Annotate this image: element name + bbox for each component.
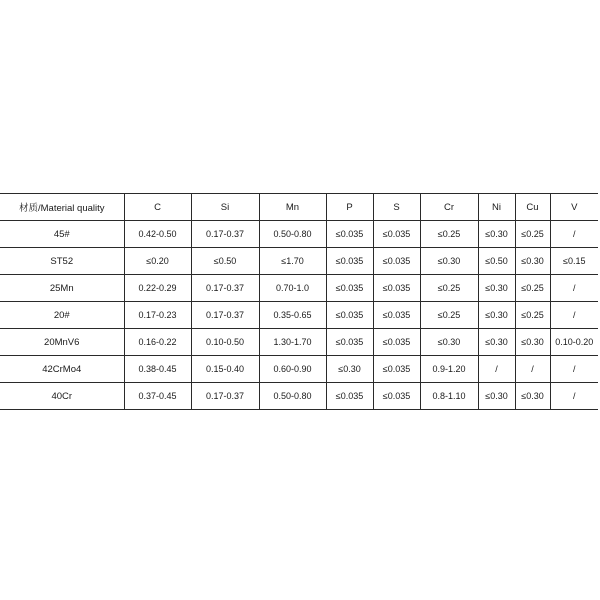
table-cell: ≤0.30 xyxy=(478,302,515,329)
table-cell: 1.30-1.70 xyxy=(259,329,326,356)
material-name-cell: 40Cr xyxy=(0,383,124,410)
table-cell: ≤0.035 xyxy=(373,221,420,248)
table-cell: 0.17-0.37 xyxy=(191,302,259,329)
table-cell: ≤0.25 xyxy=(420,275,478,302)
table-cell: ≤0.30 xyxy=(478,329,515,356)
table-cell: ≤0.035 xyxy=(373,302,420,329)
table-cell: ≤0.30 xyxy=(515,383,550,410)
table-cell: / xyxy=(550,356,598,383)
header-cu: Cu xyxy=(515,194,550,221)
table-cell: / xyxy=(550,302,598,329)
table-cell: ≤0.035 xyxy=(373,248,420,275)
material-name-cell: ST52 xyxy=(0,248,124,275)
table-cell: ≤0.035 xyxy=(373,275,420,302)
table-cell: ≤0.035 xyxy=(326,275,373,302)
table-cell: ≤1.70 xyxy=(259,248,326,275)
header-material-quality: 材质/Material quality xyxy=(0,194,124,221)
table-cell: 0.60-0.90 xyxy=(259,356,326,383)
table-cell: ≤0.035 xyxy=(326,248,373,275)
table-cell: ≤0.30 xyxy=(478,221,515,248)
table-cell: ≤0.50 xyxy=(191,248,259,275)
table-cell: ≤0.25 xyxy=(515,302,550,329)
table-cell: ≤0.50 xyxy=(478,248,515,275)
material-name-cell: 45# xyxy=(0,221,124,248)
table-cell: 0.35-0.65 xyxy=(259,302,326,329)
table-cell: 0.37-0.45 xyxy=(124,383,191,410)
table-cell: 0.15-0.40 xyxy=(191,356,259,383)
table-cell: 0.10-0.20 xyxy=(550,329,598,356)
table-cell: / xyxy=(478,356,515,383)
material-composition-table-wrapper xyxy=(0,193,598,410)
table-cell: / xyxy=(550,383,598,410)
table-cell: 0.70-1.0 xyxy=(259,275,326,302)
header-c: C xyxy=(124,194,191,221)
table-cell: ≤0.30 xyxy=(478,275,515,302)
table-cell: ≤0.035 xyxy=(373,356,420,383)
table-header-row xyxy=(0,194,598,221)
table-cell: 0.17-0.37 xyxy=(191,383,259,410)
table-row xyxy=(0,356,598,383)
table-cell: 0.17-0.23 xyxy=(124,302,191,329)
table-cell: / xyxy=(550,221,598,248)
table-cell: ≤0.30 xyxy=(515,329,550,356)
header-ni: Ni xyxy=(478,194,515,221)
table-cell: 0.50-0.80 xyxy=(259,221,326,248)
table-cell: ≤0.25 xyxy=(420,221,478,248)
table-cell: 0.50-0.80 xyxy=(259,383,326,410)
table-row xyxy=(0,329,598,356)
table-row xyxy=(0,275,598,302)
material-name-cell: 20MnV6 xyxy=(0,329,124,356)
table-row xyxy=(0,383,598,410)
header-p: P xyxy=(326,194,373,221)
table-cell: ≤0.15 xyxy=(550,248,598,275)
table-cell: 0.17-0.37 xyxy=(191,275,259,302)
material-name-cell: 42CrMo4 xyxy=(0,356,124,383)
table-cell: ≤0.25 xyxy=(515,221,550,248)
table-cell: ≤0.30 xyxy=(420,248,478,275)
header-si: Si xyxy=(191,194,259,221)
table-cell: ≤0.035 xyxy=(373,329,420,356)
table-cell: ≤0.20 xyxy=(124,248,191,275)
material-composition-table xyxy=(0,193,598,410)
table-cell: 0.38-0.45 xyxy=(124,356,191,383)
table-cell: ≤0.25 xyxy=(420,302,478,329)
table-row xyxy=(0,248,598,275)
table-cell: / xyxy=(515,356,550,383)
table-cell: 0.22-0.29 xyxy=(124,275,191,302)
header-cr: Cr xyxy=(420,194,478,221)
header-v: V xyxy=(550,194,598,221)
table-row xyxy=(0,221,598,248)
table-cell: ≤0.30 xyxy=(515,248,550,275)
table-cell: 0.9-1.20 xyxy=(420,356,478,383)
table-cell: ≤0.035 xyxy=(326,329,373,356)
table-cell: ≤0.30 xyxy=(420,329,478,356)
material-name-cell: 20# xyxy=(0,302,124,329)
table-row xyxy=(0,302,598,329)
header-s: S xyxy=(373,194,420,221)
table-cell: ≤0.035 xyxy=(326,383,373,410)
table-cell: ≤0.035 xyxy=(373,383,420,410)
table-cell: ≤0.30 xyxy=(326,356,373,383)
table-cell: 0.8-1.10 xyxy=(420,383,478,410)
header-mn: Mn xyxy=(259,194,326,221)
table-cell: ≤0.035 xyxy=(326,221,373,248)
table-cell: 0.10-0.50 xyxy=(191,329,259,356)
table-cell: ≤0.035 xyxy=(326,302,373,329)
table-cell: ≤0.30 xyxy=(478,383,515,410)
table-cell: / xyxy=(550,275,598,302)
table-cell: 0.17-0.37 xyxy=(191,221,259,248)
material-name-cell: 25Mn xyxy=(0,275,124,302)
table-cell: 0.16-0.22 xyxy=(124,329,191,356)
table-cell: 0.42-0.50 xyxy=(124,221,191,248)
table-cell: ≤0.25 xyxy=(515,275,550,302)
